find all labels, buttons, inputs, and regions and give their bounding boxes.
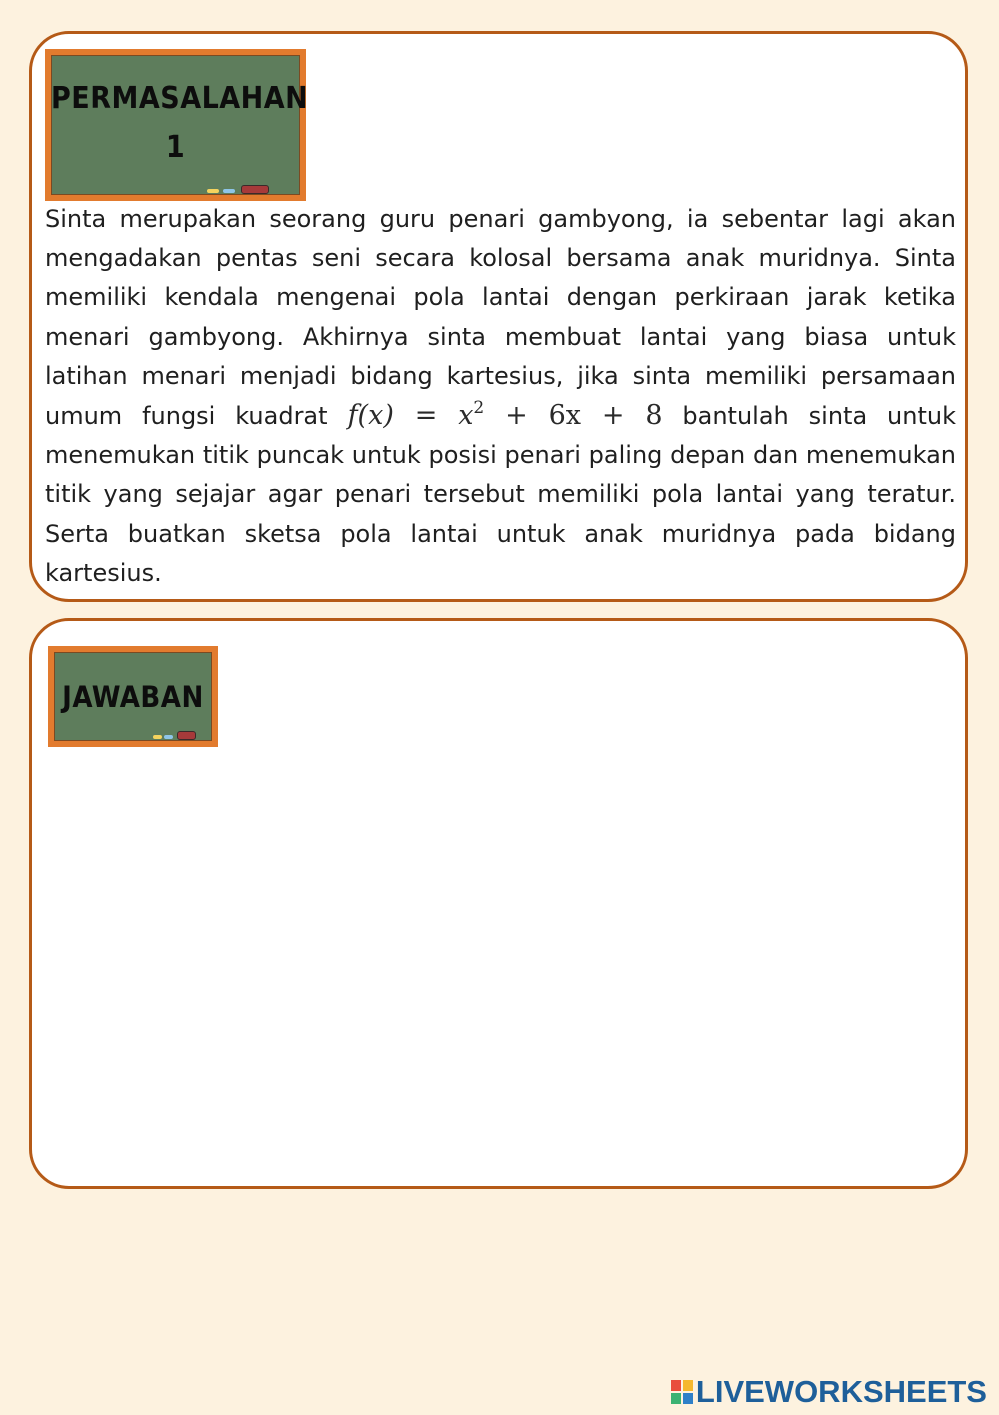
formula-base: x — [458, 400, 474, 432]
answer-chalkboard — [48, 646, 218, 747]
problem-number: 1 — [165, 130, 186, 165]
chalk-icon — [153, 735, 162, 739]
eraser-icon — [177, 731, 196, 740]
problem-text-part2: bantulah sinta untuk menemukan titik puncak untuk posisi penari paling depan dan menemukan titik yang sejajar agar penari tersebut memiliki pola lantai yang teratur. Serta buatkan sketsa pola lantai untuk anak muridnya pada bidang kartesius. — [45, 402, 957, 587]
brand-name: LIVEWORKSHEETS — [695, 1374, 987, 1409]
problem-chalkboard — [45, 49, 309, 201]
eraser-icon — [241, 185, 269, 194]
chalk-icon — [223, 189, 235, 193]
formula-rest: + 6x + 8 — [505, 400, 663, 432]
liveworksheets-logo[interactable] — [671, 1374, 987, 1410]
problem-statement — [45, 200, 956, 593]
problem-text-part1: Sinta merupakan seorang guru penari gambyong, ia sebentar lagi akan mengadakan pentas seni secara kolosal bersama anak muridnya. Sinta memiliki kendala mengenai pola lantai dengan perkiraan jarak ketika menari gambyong. Akhirnya sinta membuat lantai yang biasa untuk latihan menari menjadi bidang kartesius, jika sinta memiliki persamaan umum fungsi kuadrat — [45, 205, 956, 431]
problem-card — [29, 31, 968, 602]
chalk-icon — [207, 189, 219, 193]
answer-card[interactable] — [29, 618, 968, 1189]
answer-title: JAWABAN — [62, 680, 204, 714]
chalk-icon — [164, 735, 173, 739]
liveworksheets-logo-icon — [671, 1380, 693, 1404]
quadratic-formula — [348, 400, 663, 431]
formula-lhs: f(x) = — [347, 400, 438, 432]
problem-title: PERMASALAHAN — [51, 81, 309, 116]
formula-exponent: 2 — [473, 398, 485, 419]
